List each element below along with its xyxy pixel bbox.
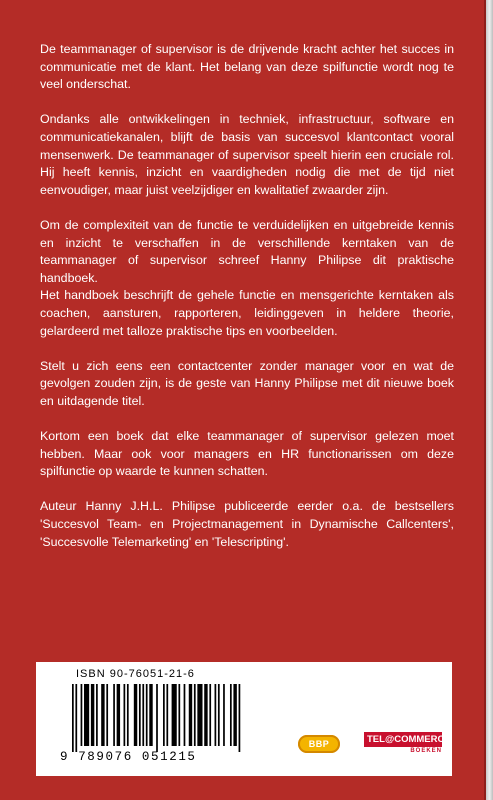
- barcode-bar: [146, 684, 148, 746]
- telecommerce-logo: [364, 732, 451, 754]
- barcode: [72, 684, 242, 752]
- barcode-bar: [197, 684, 202, 746]
- telecommerce-logo-subtext: BOEKEN: [410, 748, 442, 754]
- barcode-bar: [106, 684, 108, 746]
- barcode-bar: [124, 684, 126, 746]
- barcode-bar: [215, 684, 217, 746]
- barcode-bar: [194, 684, 196, 746]
- telecommerce-logo-text: TEL@COMMERCE: [364, 732, 442, 747]
- page-edge: [486, 0, 493, 800]
- barcode-bar: [134, 684, 137, 746]
- barcode-bar: [81, 684, 83, 746]
- barcode-bar: [189, 684, 192, 746]
- blurb-text: [40, 41, 454, 569]
- barcode-bar: [230, 684, 232, 746]
- bbp-logo-text: BBP: [308, 739, 330, 749]
- barcode-panel: [36, 662, 452, 776]
- barcode-bar: [127, 684, 129, 746]
- blurb-paragraph-1: De teammanager of supervisor is de drijvende kracht achter het succes in communicatie met de klant. Het belang van deze spilfunctie wordt nog te veel onderschat.: [40, 42, 454, 92]
- barcode-bar: [209, 684, 211, 746]
- barcode-bar: [172, 684, 177, 746]
- blurb-paragraph-5: Stelt u zich eens een contactcenter zonder manager voor en wat de gevolgen zouden zijn, is de geste van Hanny Philipse met dit nieuwe boek en uitdagende titel.: [40, 358, 454, 408]
- barcode-bar: [139, 684, 141, 746]
- barcode-bar: [149, 684, 152, 746]
- barcode-bar: [178, 684, 180, 746]
- barcode-bar: [233, 684, 236, 746]
- barcode-bar: [113, 684, 115, 746]
- barcode-bar: [75, 684, 77, 752]
- blurb-paragraph-7: Auteur Hanny J.H.L. Philipse publiceerde eerder o.a. de bestsellers 'Succesvol Team- en Projectmanagement in Dynamische Callcenters', 'Succesvolle Telemarketing' en 'Telescripting'.: [40, 499, 454, 549]
- barcode-bar: [84, 684, 89, 746]
- barcode-bar: [166, 684, 168, 746]
- blurb-paragraph-4: Het handboek beschrijft de gehele functie en mensgerichte kerntaken als coachen, aansturen, rapporteren, leidinggeven in heldere theorie, gelardeerd met talloze praktische tips en voorbeelden.: [40, 288, 454, 338]
- barcode-bar: [239, 684, 241, 752]
- blurb-paragraph-3: Om de complexiteit van de functie te verduidelijken en uitgebreide kennis en inzicht te verschaffen in de verschillende kerntaken van de teammanager of supervisor schreef Hanny Philipse dit praktische handboek.: [40, 217, 454, 285]
- ean-digits: 9 789076 051215: [60, 750, 197, 764]
- barcode-bar: [91, 684, 94, 746]
- blurb-paragraph-6: Kortom een boek dat elke teammanager of supervisor gelezen moet hebben. Maar ook voor managers en HR functionarissen om deze spilfunctie op waarde te kunnen schatten.: [40, 429, 454, 479]
- blurb-paragraph-2: Ondanks alle ontwikkelingen in techniek, infrastructuur, software en communicatiekanalen, blijft de basis van succesvol klantcontact vooral mensenwerk. De teammanager of supervisor speelt hierin een cruciale rol. Hij heeft kennis, inzicht en vaardigheden nodig die met de tijd niet eenvoudiger, maar juist veelzijdiger en kwalitatief zwaarder zijn.: [40, 112, 454, 197]
- barcode-bar: [223, 684, 225, 746]
- barcode-bar: [184, 684, 186, 746]
- barcode-bar: [72, 684, 74, 752]
- isbn-label: ISBN 90-76051-21-6: [76, 668, 195, 680]
- barcode-bar: [163, 684, 165, 746]
- barcode-bar: [204, 684, 207, 746]
- barcode-bar: [142, 684, 144, 746]
- barcode-bar: [156, 684, 158, 752]
- bbp-logo: [298, 735, 340, 753]
- barcode-bar: [117, 684, 120, 746]
- barcode-bar: [96, 684, 98, 746]
- barcode-bar: [218, 684, 220, 746]
- barcode-bar: [101, 684, 104, 746]
